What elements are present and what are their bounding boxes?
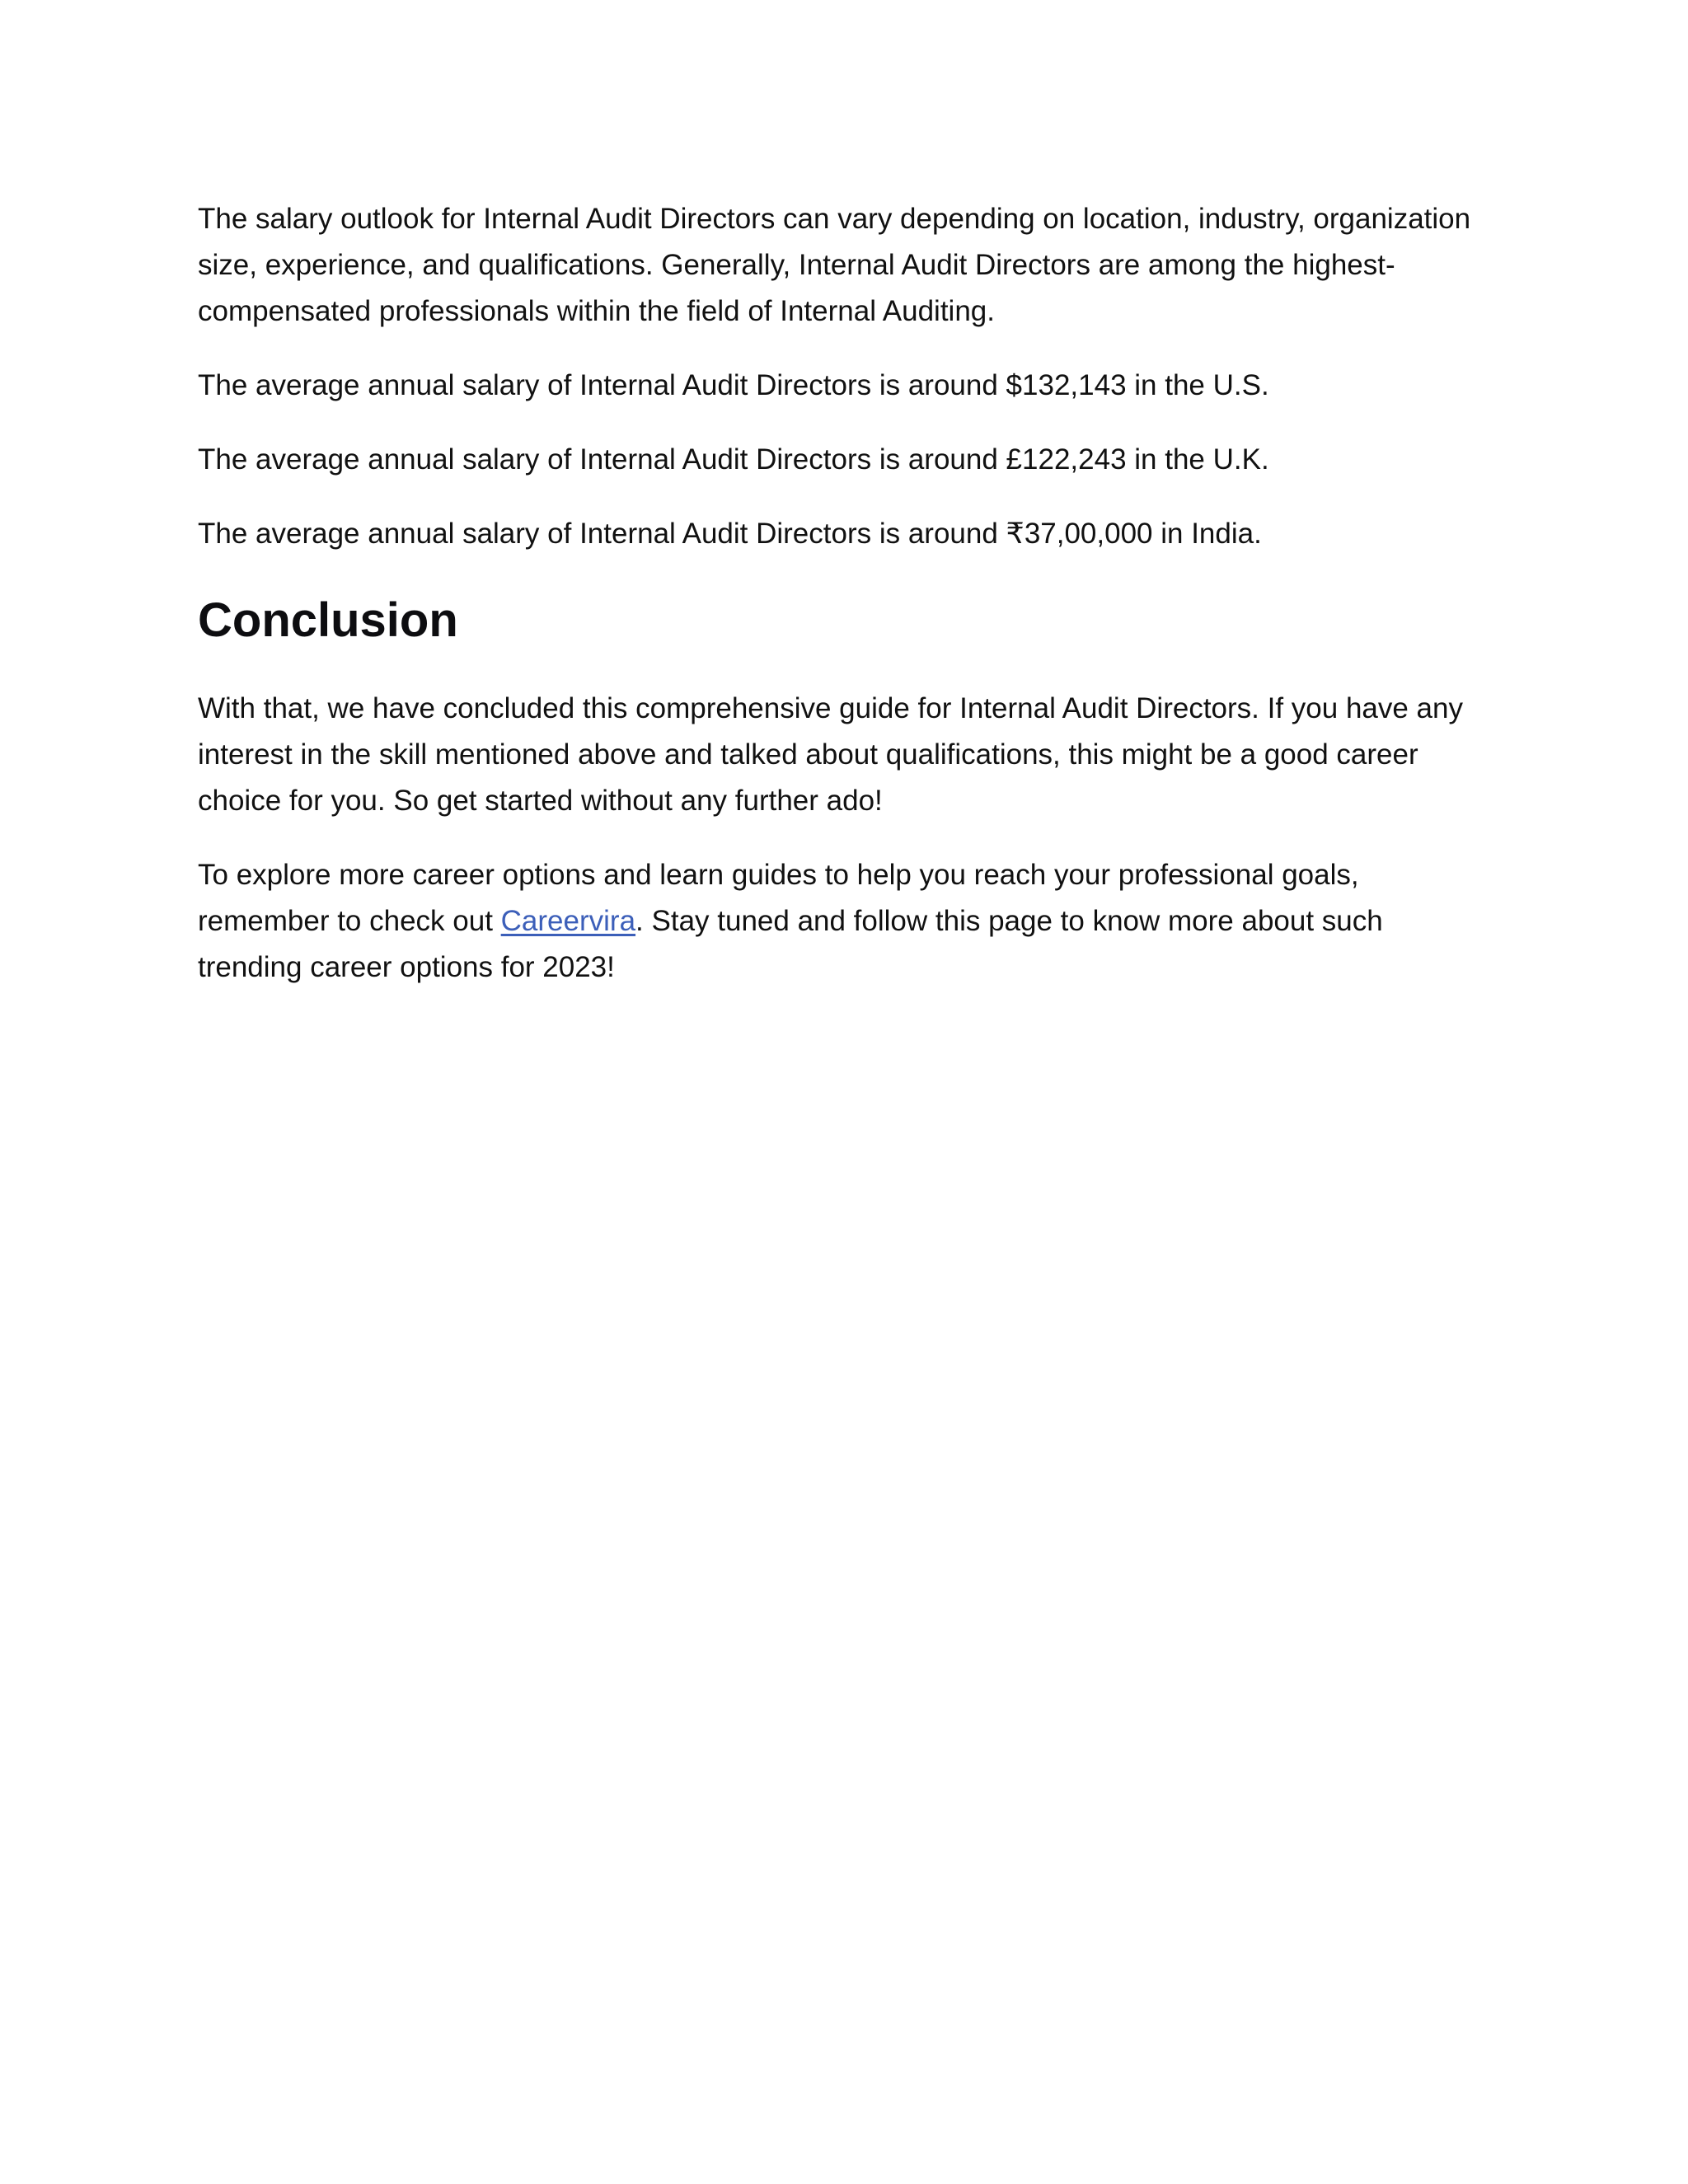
careervira-link[interactable]: Careervira: [500, 905, 636, 937]
document-page: [198, 196, 1484, 1019]
salary-uk-paragraph: The average annual salary of Internal Audit Directors is around £122,243 in the U.K.: [198, 443, 1269, 476]
conclusion-paragraph: With that, we have concluded this comprehensive guide for Internal Audit Directors. If you have any interest in the skill mentioned above and talked about qualifications, this might be a good career choice for you. So get started without any further ado!: [198, 692, 1463, 817]
salary-india-paragraph: The average annual salary of Internal Audit Directors is around ₹37,00,000 in India.: [198, 518, 1262, 550]
career-options-paragraph: [198, 852, 1484, 991]
career-options-text-end: . Stay tuned and follow this page to know more about such trending career options for 2023!: [198, 905, 1383, 983]
salary-us-paragraph: The average annual salary of Internal Audit Directors is around $132,143 in the U.S.: [198, 369, 1269, 401]
conclusion-heading: Conclusion: [198, 593, 458, 647]
salary-intro-paragraph: The salary outlook for Internal Audit Directors can vary depending on location, industry, organization size, experience, and qualifications. Generally, Internal Audit Directors are among the highest-compensated professionals within the field of Internal Auditing.: [198, 203, 1471, 327]
career-options-text-start: To explore more career options and learn guides to help you reach your professional goals, remember to check out: [198, 859, 1359, 937]
